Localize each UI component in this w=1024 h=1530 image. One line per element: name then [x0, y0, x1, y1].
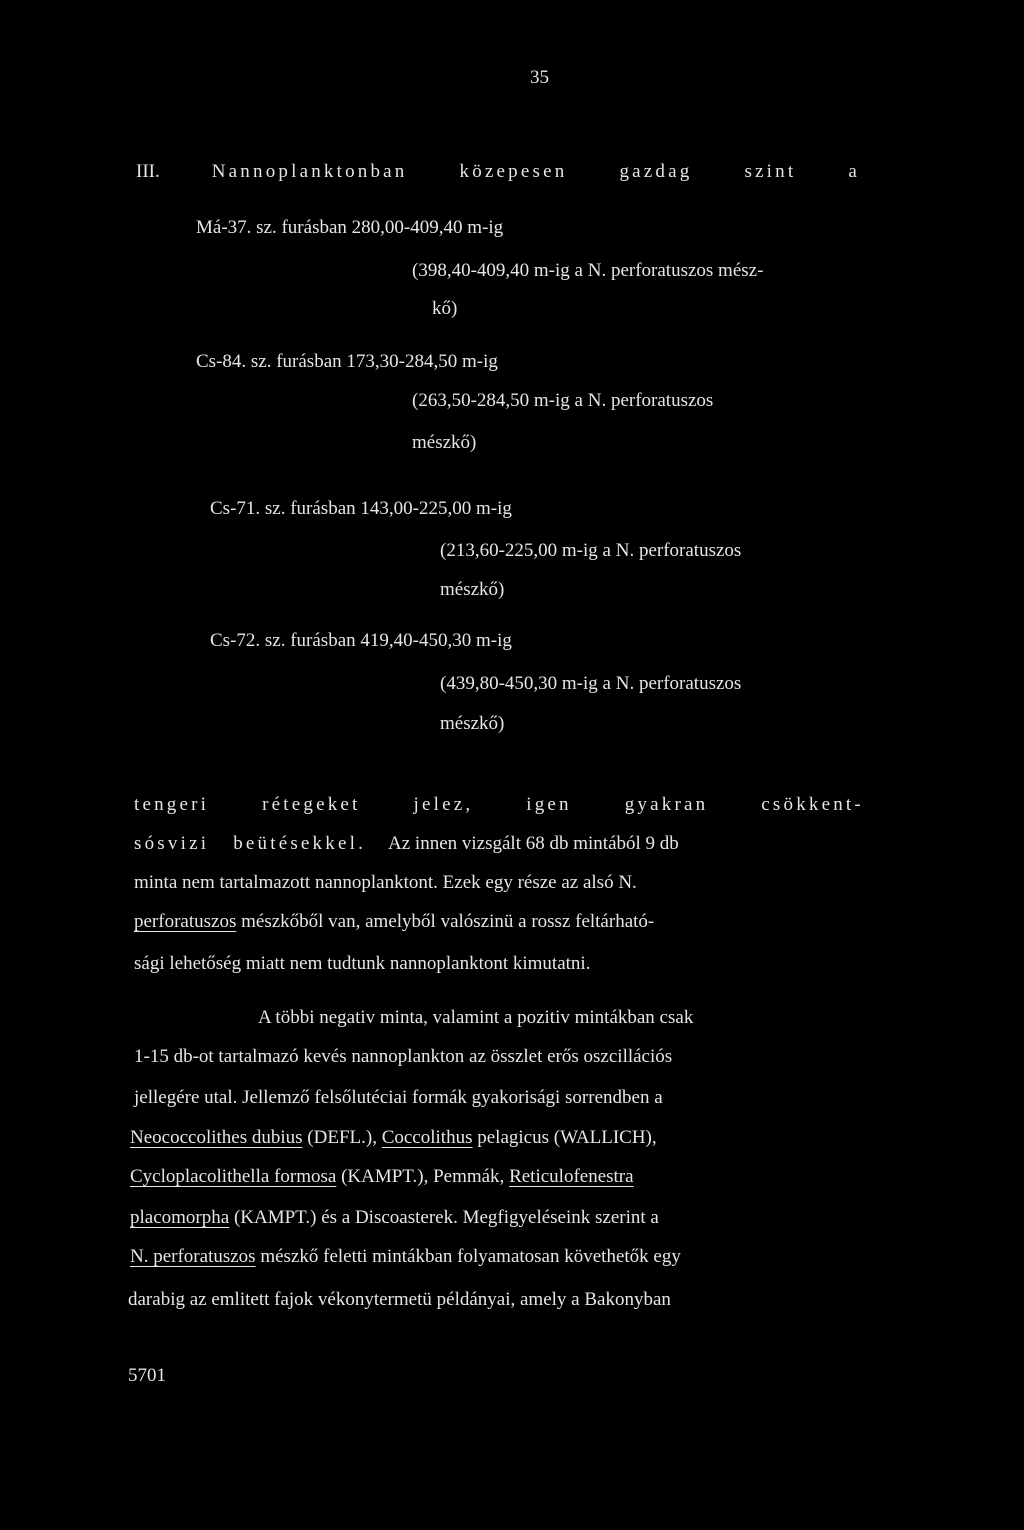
text-run: Az innen vizsgált 68 db mintából 9 db	[388, 833, 679, 854]
word: jelez,	[413, 794, 474, 815]
page-number: 35	[530, 67, 549, 88]
text-run: (KAMPT.), Pemmák,	[336, 1166, 510, 1187]
heading-word: a	[848, 161, 860, 182]
underlined-term: perforatuszos	[134, 911, 237, 932]
paragraph-line	[134, 832, 679, 856]
well-line: Cs-72. sz. furásban 419,40-450,30 m-ig	[210, 630, 512, 651]
well-note: (263,50-284,50 m-ig a N. perforatuszos	[412, 390, 714, 411]
heading-word: gazdag	[619, 161, 693, 182]
section-heading	[136, 160, 860, 184]
paragraph-line	[130, 1126, 657, 1150]
text-run: pelagicus (WALLICH),	[472, 1127, 657, 1148]
heading-word: szint	[744, 161, 797, 182]
paragraph-line	[130, 1245, 681, 1269]
paragraph-line: jellegére utal. Jellemző felsőlutéciai formák gyakorisági sorrendben a	[134, 1087, 663, 1108]
paragraph-line	[134, 793, 864, 817]
paragraph-line: 1-15 db-ot tartalmazó kevés nannoplankton az összlet erős oszcillációs	[134, 1046, 673, 1067]
underlined-term: Cycloplacolithella formosa	[130, 1166, 337, 1187]
well-note: (213,60-225,00 m-ig a N. perforatuszos	[440, 540, 742, 561]
underlined-term: Coccolithus	[381, 1127, 473, 1148]
well-note: mészkő)	[440, 713, 505, 734]
well-note: mészkő)	[412, 432, 477, 453]
underlined-term: placomorpha	[130, 1207, 230, 1228]
paragraph-line	[130, 1165, 634, 1189]
word: sósvizi	[134, 833, 210, 854]
underlined-term: N. perforatuszos	[130, 1246, 256, 1267]
paragraph-line: A többi negativ minta, valamint a pozitiv mintákban csak	[258, 1007, 694, 1028]
heading-word: Nannoplanktonban	[211, 161, 408, 182]
text-run: (KAMPT.) és a Discoasterek. Megfigyeléseink szerint a	[229, 1207, 659, 1228]
paragraph-line: darabig az emlitett fajok vékonytermetü példányai, amely a Bakonyban	[128, 1289, 671, 1310]
paragraph-line: sági lehetőség miatt nem tudtunk nannoplanktont kimutatni.	[134, 953, 591, 974]
word: beütésekkel.	[233, 833, 367, 854]
well-note: (398,40-409,40 m-ig a N. perforatuszos mész-	[412, 260, 764, 281]
section-numeral: III.	[136, 161, 160, 182]
well-line: Cs-71. sz. furásban 143,00-225,00 m-ig	[210, 498, 512, 519]
underlined-term: Neococcolithes dubius	[130, 1127, 303, 1148]
well-line: Cs-84. sz. furásban 173,30-284,50 m-ig	[196, 351, 498, 372]
word: igen	[526, 794, 572, 815]
heading-word: közepesen	[459, 161, 568, 182]
well-note: (439,80-450,30 m-ig a N. perforatuszos	[440, 673, 742, 694]
footer-code: 5701	[128, 1365, 166, 1386]
paragraph-line: minta nem tartalmazott nannoplanktont. Ezek egy része az alsó N.	[134, 872, 637, 893]
well-line: Má-37. sz. furásban 280,00-409,40 m-ig	[196, 217, 504, 238]
underlined-term: Reticulofenestra	[509, 1166, 634, 1187]
word: csökkent-	[761, 794, 864, 815]
well-note: kő)	[432, 298, 458, 319]
paragraph-line	[134, 910, 654, 934]
word: rétegeket	[262, 794, 361, 815]
text-run: (DEFL.),	[302, 1127, 382, 1148]
well-note: mészkő)	[440, 579, 505, 600]
text-run: mészkő feletti mintákban folyamatosan követhetők egy	[255, 1246, 681, 1267]
word: gyakran	[624, 794, 709, 815]
text-run: mészkőből van, amelyből valószinü a rossz feltárható-	[236, 911, 655, 932]
word: tengeri	[134, 794, 210, 815]
paragraph-line	[130, 1206, 659, 1230]
